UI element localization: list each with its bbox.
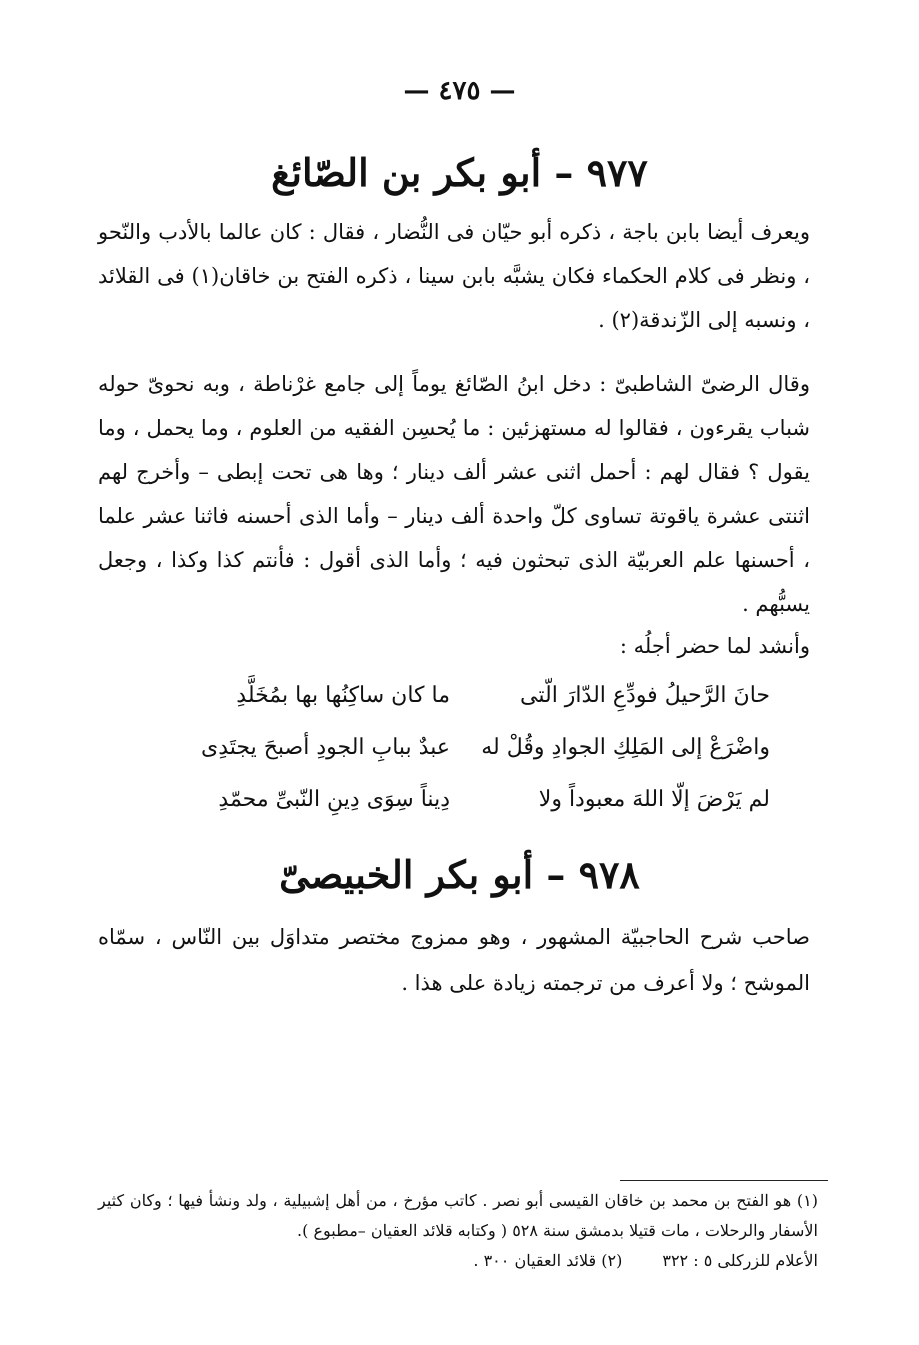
footnote-divider xyxy=(620,1180,828,1181)
poem xyxy=(150,670,770,826)
footnote-1-reference: الأعلام للزركلى ٥ : ٣٢٢ xyxy=(662,1251,818,1270)
page-number: — ٤٧٥ — xyxy=(403,76,516,106)
footnote-1: (١) هو الفتح بن محمد بن خاقان القيسى أبو نصر . كاتب مؤرخ ، من أهل إشبيلية ، ولد ونشأ فيها ؛ وكان كثير الأسفار والرحلات ، مات قتيلا بدمشق سنة ٥٢٨ ( وكتابه قلائد العقيان –مطبوع ). xyxy=(98,1191,818,1240)
verse-first-hemistich: واضْرَعْ إلى المَلِكِ الجوادِ وقُلْ له xyxy=(481,735,770,760)
verse-first-hemistich: لم يَرْضَ إلّا اللهَ معبوداً ولا xyxy=(538,787,770,812)
footnotes xyxy=(98,1186,818,1276)
footnote-2: (٢) قلائد العقيان ٣٠٠ . xyxy=(473,1251,623,1270)
verse-second-hemistich: ما كان ساكِنُها بها بمُخَلَّدِ xyxy=(236,683,450,708)
verse-second-hemistich: عبدٌ ببابِ الجودِ أصبحَ يجتَدِى xyxy=(200,735,450,760)
entry-title-978: ٩٧٨ – أبو بكر الخبيصىّ xyxy=(279,852,640,897)
verse-second-hemistich: دِيناً سِوَى دِينِ النّبىِّ محمّدِ xyxy=(218,787,450,812)
poem-verse xyxy=(150,670,770,722)
verse-first-hemistich: حانَ الرَّحيلُ فودِّعِ الدّارَ الّتى xyxy=(520,683,770,708)
entry-977-verse-intro: وأنشد لما حضر أجلُه : xyxy=(619,634,810,658)
entry-977-paragraph-2: وقال الرضىّ الشاطبىّ : دخل ابنُ الصّائغ يوماً إلى جامع غرْناطة ، وبه نحوىّ حوله شباب يقرءون ، فقالوا له مستهزئين : ما يُحسِن الفقيه من العلوم ، وما يحمل ، وما يقول ؟ فقال لهم : أحمل اثنى عشر ألف دينار ؛ وها هى تحت إبطى – وأخرج لهم اثنتى عشرة ياقوتة تساوى كلّ واحدة ألف دينار – وأما الذى أحسنه فاثنا عشر علما ، أحسنها علم العربيّة الذى تبحثون فيه ؛ وأما الذى أقول : فأنتم كذا وكذا ، وجعل يسبُّهم . xyxy=(98,372,810,616)
entry-title-977: ٩٧٧ – أبو بكر بن الصّائغ xyxy=(271,150,648,195)
poem-verse xyxy=(150,774,770,826)
entry-978-paragraph: صاحب شرح الحاجبيّة المشهور ، وهو ممزوج مختصر متداوَل بين النّاس ، سمّاه الموشح ؛ ولا أعرف من ترجمته زيادة على هذا . xyxy=(98,925,810,995)
footnote-references xyxy=(98,1246,818,1276)
entry-977-paragraph-1: ويعرف أيضا بابن باجة ، ذكره أبو حيّان فى النُّضار ، فقال : كان عالما بالأدب والنّحو ، ونظر فى كلام الحكماء فكان يشبَّه بابن سينا ، ذكره الفتح بن خاقان(١) فى القلائد ، ونسبه إلى الزّندقة(٢) . xyxy=(98,220,810,332)
poem-verse xyxy=(150,722,770,774)
